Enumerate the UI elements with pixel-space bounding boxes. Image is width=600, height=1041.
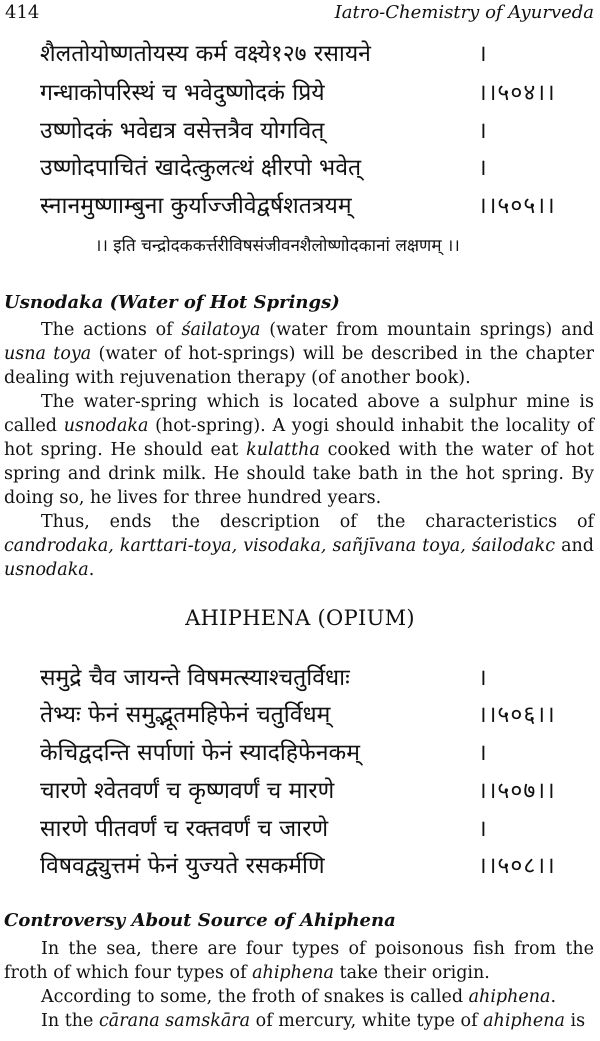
- verse-text: शैलतोयोष्णतोयस्य कर्म वक्ष्ये१२७ रसायने: [40, 41, 371, 67]
- section-heading-controversy: Controversy About Source of Ahiphena: [4, 910, 396, 931]
- section-title-ahiphena: AHIPHENA (OPIUM): [185, 606, 415, 630]
- verse-text: स्नानमुष्णाम्बुना कुर्याज्जीवेद्वर्षशतत्रयम्: [40, 193, 352, 219]
- verse-mark: ।।५०६।।: [478, 702, 556, 728]
- verse-mark: ।: [478, 665, 488, 691]
- controversy-paragraphs: [4, 937, 594, 1033]
- verse-text: उष्णोदकं भवेद्यत्र वसेत्तत्रैव योगवित्: [40, 118, 325, 144]
- paragraph: In the sea, there are four types of poisonous fish from the froth of which four types of ahiphena take their origin.: [4, 939, 594, 983]
- verse-text: तेभ्यः फेनं समुद्भूतमहिफेनं चतुर्विधम्: [40, 702, 331, 728]
- paragraph: The water-spring which is located above a sulphur mine is called usnodaka (hot-spring). A yogi should inhabit the locality of hot spring. He should eat kulattha cooked with the water of hot spring and drink milk. He should take bath in the hot spring. By doing so, he lives for three hundred years.: [4, 392, 594, 508]
- verse-mark: ।: [478, 41, 488, 67]
- verse-text: समुद्रे चैव जायन्ते विषमत्स्याश्चतुर्विधाः: [40, 665, 350, 691]
- page-number: 414: [5, 2, 40, 23]
- verse-mark: ।।५०७।।: [478, 778, 556, 804]
- verse-text: सारणे पीतवर्णं च रक्तवर्णं च जारणे: [40, 816, 329, 842]
- verse-mark: ।।५०४।।: [478, 80, 556, 106]
- colophon: ।। इति चन्द्रोदककर्त्तरीविषसंजीवनशैलोष्णोदकानां लक्षणम् ।।: [95, 236, 460, 256]
- verse-text: केचिद्वदन्ति सर्पाणां फेनं स्यादहिफेनकम्: [40, 740, 360, 766]
- paragraph: The actions of śailatoya (water from mountain springs) and usna toya (water of hot-springs) will be described in the chapter dealing with rejuvenation therapy (of another book).: [4, 320, 594, 388]
- usnodaka-paragraphs: [4, 318, 594, 582]
- page-header: [0, 0, 600, 26]
- verse-mark: ।।५०८।।: [478, 853, 556, 879]
- paragraph: According to some, the froth of snakes is called ahiphena.: [41, 987, 557, 1007]
- section-heading-usnodaka: Usnodaka (Water of Hot Springs): [4, 292, 340, 313]
- verse-text: गन्धाकोपरिस्थं च भवेदुष्णोदकं प्रिये: [40, 80, 325, 106]
- paragraph: In the cārana samskāra of mercury, white type of ahiphena is: [41, 1011, 586, 1031]
- verse-mark: ।: [478, 118, 488, 144]
- running-title: Iatro-Chemistry of Ayurveda: [334, 2, 594, 23]
- paragraph: Thus, ends the description of the characteristics of candrodaka, karttari-toya, visodaka, sañjīvana toya, śailodakc and usnodaka.: [4, 512, 594, 580]
- verse-mark: ।।५०५।।: [478, 193, 556, 219]
- verse-text: चारणे श्वेतवर्णं च कृष्णवर्णं च मारणे: [40, 778, 335, 804]
- verse-mark: ।: [478, 155, 488, 181]
- verse-mark: ।: [478, 740, 488, 766]
- verse-text: विषवद्व्युत्तमं फेनं युज्यते रसकर्मणि: [40, 853, 325, 879]
- verse-mark: ।: [478, 816, 488, 842]
- verse-text: उष्णोदपाचितं खादेत्कुलत्थं क्षीरपो भवेत्: [40, 155, 362, 181]
